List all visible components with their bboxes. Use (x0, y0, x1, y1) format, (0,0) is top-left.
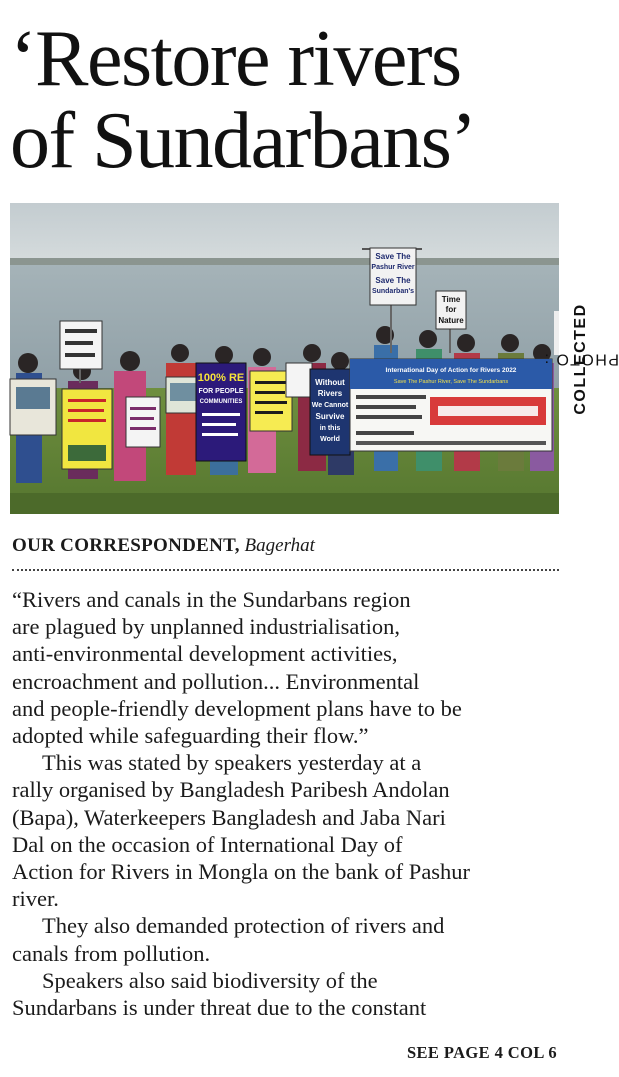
continuation-jump: SEE PAGE 4 COL 6 (406, 1043, 557, 1062)
article-line: encroachment and pollution... Environmental (12, 668, 420, 694)
article-line: (Bapa), Waterkeepers Bangladesh and Jaba Nari (12, 804, 446, 830)
sign-pashur-line-1: Save The (375, 252, 411, 261)
rally-photo (10, 203, 559, 514)
sign-pashur-line-2: Pashur River (371, 264, 415, 271)
sign-time-line-1: Time (441, 295, 461, 304)
article-line: This was stated by speakers yesterday at a (42, 750, 422, 776)
article-line: They also demanded protection of rivers and (42, 913, 445, 939)
sky (10, 203, 559, 265)
article-line: Sundarbans is under threat due to the constant (12, 995, 427, 1021)
sign-without-rivers (310, 369, 350, 455)
sign-wr-line-5: in this (319, 425, 341, 432)
headline-line-1: ‘Restore rivers (10, 15, 461, 103)
byline-name: OUR CORRESPONDENT, (12, 535, 240, 556)
article-line: “Rivers and canals in the Sundarbans region (12, 587, 411, 612)
article-line: are plagued by unplanned industrialisation, (12, 614, 401, 640)
article-line: and people-friendly development plans have to be (12, 695, 462, 721)
article-line: Dal on the occasion of International Day of (12, 831, 403, 857)
article-line: river. (12, 886, 59, 912)
sign-wr-line-1: Without (315, 378, 345, 387)
sign-pashur-line-4: Sundarban's (371, 288, 415, 295)
sign-wr-line-2: Rivers (317, 389, 343, 398)
sign-wr-line-3: We Cannot (311, 402, 349, 409)
sign-time-line-3: Nature (438, 316, 464, 325)
sign-re-line-2: FOR PEOPLE (198, 388, 244, 395)
article-line: Speakers also said biodiversity of the (42, 967, 378, 993)
article-line: canals from pollution. (12, 940, 211, 966)
dotted-divider (12, 569, 559, 571)
headline-line-2: of Sundarbans’ (10, 97, 476, 185)
sign-re-line-1: 100% RE (197, 372, 245, 384)
sign-pashur-line-3: Save The (375, 276, 411, 285)
article-body (12, 586, 564, 1021)
byline (12, 535, 315, 557)
right-edge-sign (554, 311, 559, 355)
sign-re-line-3: COMMUNITIES (199, 399, 243, 405)
byline-place: Bagerhat (244, 535, 315, 556)
sign-wr-line-6: World (320, 436, 340, 443)
article-line: Action for Rivers in Mongla on the bank of Pashur (12, 859, 471, 885)
sign-time-line-2: for (445, 305, 457, 314)
article-line: rally organised by Bangladesh Paribesh Andolan (12, 777, 450, 803)
photo-credit-value: COLLECTED (572, 302, 589, 415)
banner-main-subtitle: Save The Pashur River, Save The Sundarbans (393, 379, 509, 385)
banner-main-title: International Day of Action for Rivers 2022 (385, 367, 517, 374)
photo-credit (543, 203, 619, 514)
far-bank (10, 258, 559, 266)
photo-credit-label: PHOTO : (543, 350, 619, 368)
sign-wr-line-4: Survive (315, 412, 345, 421)
article-line: adopted while safeguarding their flow.” (12, 723, 369, 749)
sign-100-re (196, 363, 246, 461)
headline (10, 15, 595, 185)
banner-main (350, 359, 552, 451)
article-line: anti-environmental development activities, (12, 641, 398, 667)
